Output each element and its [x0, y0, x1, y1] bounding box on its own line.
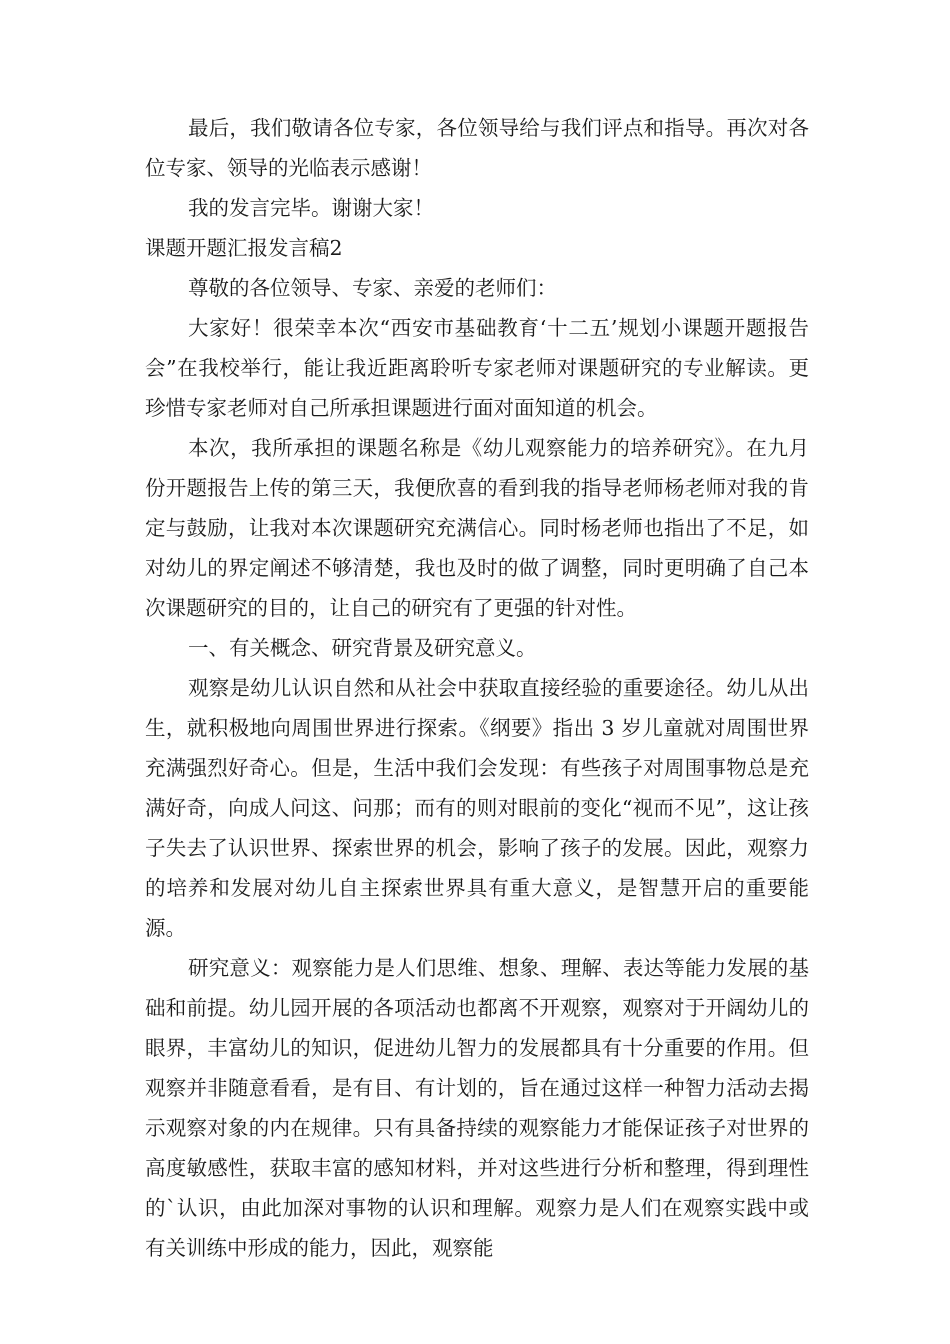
section-title: 课题开题汇报发言稿2	[145, 236, 343, 260]
paragraph-closing-thanks: 最后，我们敬请各位专家，各位领导给与我们评点和指导。再次对各位专家、领导的光临表示感谢！	[145, 116, 809, 180]
paragraph-closing-end: 我的发言完毕。谢谢大家！	[188, 196, 434, 220]
paragraph-section-one: 一、有关概念、研究背景及研究意义。	[188, 636, 537, 660]
paragraph-topic-intro: 本次，我所承担的课题名称是《幼儿观察能力的培养研究》。在九月份开题报告上传的第三天，我便欣喜的看到我的指导老师杨老师对我的肯定与鼓励，让我对本次课题研究充满信心。同时杨老师也指出了不足，如对幼儿的界定阐述不够清楚，我也及时的做了调整，同时更明确了自己本次课题研究的目的，让自己的研究有了更强的针对性。	[145, 436, 809, 620]
paragraph-significance: 研究意义：观察能力是人们思维、想象、理解、表达等能力发展的基础和前提。幼儿园开展的各项活动也都离不开观察，观察对于开阔幼儿的眼界，丰富幼儿的知识，促进幼儿智力的发展都具有十分重要的作用。但观察并非随意看看，是有目、有计划的，旨在通过这样一种智力活动去揭示观察对象的内在规律。只有具备持续的观察能力才能保证孩子对世界的高度敏感性，获取丰富的感知材料，并对这些进行分析和整理，得到理性的`认识，由此加深对事物的认识和理解。观察力是人们在观察实践中或有关训练中形成的能力，因此，观察能	[145, 956, 809, 1260]
paragraph-greeting: 大家好！很荣幸本次“西安市基础教育‘十二五’规划小课题开题报告会”在我校举行，能让我近距离聆听专家老师对课题研究的专业解读。更珍惜专家老师对自己所承担课题进行面对面知道的机会。	[145, 316, 809, 420]
paragraph-salutation: 尊敬的各位领导、专家、亲爱的老师们：	[188, 276, 557, 300]
paragraph-background: 观察是幼儿认识自然和从社会中获取直接经验的重要途径。幼儿从出生，就积极地向周围世界进行探索。《纲要》指出 3 岁儿童就对周围世界充满强烈好奇心。但是，生活中我们会发现：有些孩子对周围事物总是充满好奇，向成人问这、问那；而有的则对眼前的变化“视而不见”，这让孩子失去了认识世界、探索世界的机会，影响了孩子的发展。因此，观察力的培养和发展对幼儿自主探索世界具有重大意义，是智慧开启的重要能源。	[145, 676, 809, 940]
document-page	[145, 108, 809, 1268]
